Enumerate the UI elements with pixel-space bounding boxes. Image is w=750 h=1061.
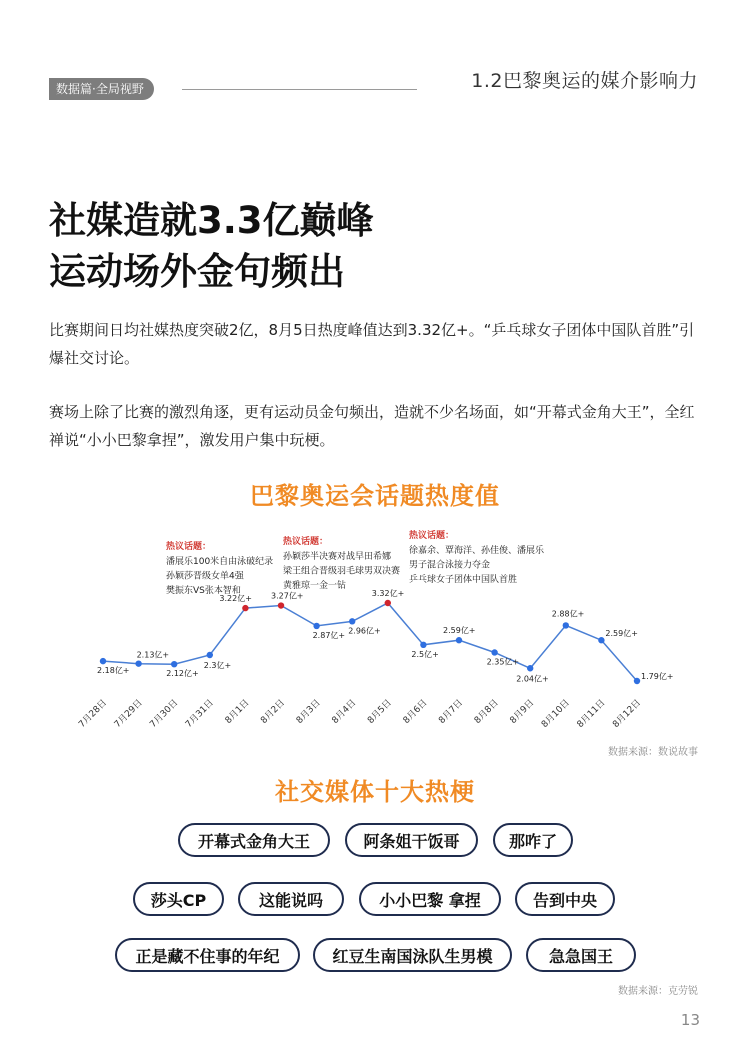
header-divider — [182, 89, 417, 90]
annotation-line: 梁王组合晋级羽毛球男双决赛 — [283, 566, 401, 577]
x-tick-label: 8月6日 — [401, 698, 430, 726]
meme-pill: 这能说吗 — [238, 882, 344, 916]
annotation-line: 孙颖莎晋级女单4强 — [166, 571, 244, 582]
x-tick-label: 7月28日 — [77, 698, 110, 731]
x-tick-label: 8月8日 — [472, 698, 501, 726]
value-label: 2.35亿+ — [486, 657, 520, 667]
meme-pill: 红豆生南国泳队生男模 — [313, 938, 512, 972]
value-label: 2.5亿+ — [411, 649, 439, 659]
meme-pill: 莎头CP — [133, 882, 224, 916]
paragraph-2: 赛场上除了比赛的激烈角逐，更有运动员金句频出，造就不少名场面，如“开幕式金角大王”，全红禅说“小小巴黎拿捏”，激发用户集中玩梗。 — [49, 403, 695, 449]
value-label: 2.59亿+ — [443, 626, 476, 636]
data-point — [598, 637, 604, 643]
x-tick-label: 8月11日 — [575, 698, 608, 731]
x-tick-label: 7月30日 — [148, 698, 181, 731]
value-label: 2.13亿+ — [136, 650, 170, 660]
meme-pill: 小小巴黎 拿捏 — [359, 882, 501, 916]
x-tick-label: 8月9日 — [508, 698, 537, 726]
data-point — [634, 678, 640, 684]
chart-title: 巴黎奥运会话题热度值 — [250, 482, 500, 510]
main-title-line2: 运动场外金句频出 — [49, 250, 345, 293]
value-label: 2.96亿+ — [348, 626, 381, 636]
data-point — [563, 622, 569, 628]
annotation-heading: 热议话题： — [283, 537, 329, 547]
annotation-line: 徐嘉余、覃海洋、孙佳俊、潘展乐 — [409, 546, 545, 556]
x-tick-label: 8月5日 — [366, 698, 394, 726]
value-label: 3.27亿+ — [271, 591, 304, 601]
annotation-line: 乒乓球女子团体中国队首胜 — [409, 575, 518, 585]
x-tick-label: 7月31日 — [183, 698, 216, 731]
x-tick-label: 8月7日 — [437, 698, 466, 726]
value-label: 1.79亿+ — [641, 672, 674, 681]
value-label: 3.22亿+ — [219, 594, 252, 604]
x-tick-label: 8月1日 — [223, 698, 252, 726]
data-point — [527, 665, 533, 671]
data-point — [207, 652, 213, 658]
page-number: 13 — [680, 1011, 700, 1029]
meme-pill: 阿条姐干饭哥 — [345, 823, 478, 857]
data-point — [100, 658, 106, 664]
x-tick-label: 7月29日 — [112, 698, 145, 731]
meme-pill: 正是藏不住事的年纪 — [115, 938, 300, 972]
meme-pill: 那咋了 — [493, 823, 573, 857]
meme-pill: 告到中央 — [515, 882, 615, 916]
value-label: 3.32亿+ — [371, 589, 405, 598]
meme-pill: 急急国王 — [526, 938, 636, 972]
chart-source: 数据来源：数说故事 — [608, 747, 698, 758]
section-tag: 数据篇·全局视野 — [49, 78, 154, 100]
main-title-line1: 社媒造就3.3亿巅峰 — [49, 199, 374, 242]
data-point — [135, 660, 141, 666]
data-point — [420, 642, 426, 648]
value-label: 2.18亿+ — [97, 666, 130, 676]
x-tick-label: 8月12日 — [611, 698, 644, 731]
data-point — [491, 649, 497, 655]
annotation-line: 孙颖莎半决赛对战早田希娜 — [283, 552, 392, 562]
heat-line-chart — [60, 525, 700, 740]
x-tick-label: 8月4日 — [330, 698, 359, 726]
x-tick-label: 8月10日 — [539, 698, 572, 731]
value-label: 2.59亿+ — [605, 629, 638, 639]
data-point — [385, 600, 391, 606]
meme-pill: 开幕式金角大王 — [178, 823, 330, 857]
value-label: 2.87亿+ — [312, 630, 346, 640]
header-title: 1.2巴黎奥运的媒介影响力 — [471, 70, 698, 92]
data-point — [313, 623, 319, 629]
value-label: 2.04亿+ — [516, 674, 549, 684]
memes-title: 社交媒体十大热梗 — [275, 778, 475, 806]
annotation-line: 樊振东VS张本智和 — [166, 586, 241, 596]
data-point — [349, 618, 355, 624]
main-title — [49, 195, 374, 297]
memes-source: 数据来源：克劳锐 — [618, 986, 698, 997]
data-point — [242, 605, 248, 611]
annotation-heading: 热议话题： — [166, 542, 212, 552]
annotation-line: 潘展乐100米自由泳破纪录 — [166, 557, 274, 567]
paragraph-1: 比赛期间日均社媒热度突破2亿，8月5日热度峰值达到3.32亿+。“乒乓球女子团体中国队首胜”引爆社交讨论。 — [49, 321, 695, 367]
x-tick-label: 8月3日 — [294, 698, 323, 726]
value-label: 2.88亿+ — [551, 609, 585, 619]
x-tick-label: 8月2日 — [259, 698, 288, 726]
value-label: 2.3亿+ — [203, 661, 232, 670]
data-point — [171, 661, 177, 667]
annotation-line: 男子混合泳接力夺金 — [409, 560, 491, 571]
annotation-heading: 热议话题： — [409, 531, 455, 541]
data-point — [278, 602, 284, 608]
value-label: 2.12亿+ — [166, 669, 199, 679]
annotation-line: 黄雅琼一金一钻 — [283, 581, 347, 591]
data-point — [456, 637, 462, 643]
